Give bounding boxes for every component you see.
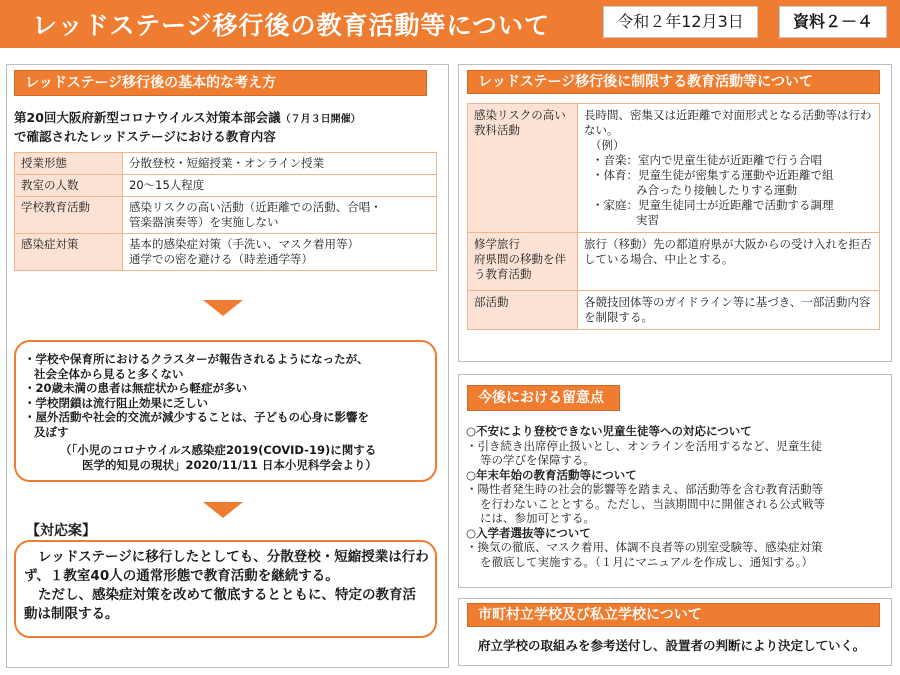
- table-value: 分散登校・短縮授業・オンライン授業: [123, 153, 437, 175]
- table-value: 旅行（移動）先の都道府県が大阪からの受け入れを拒否している場合、中止とする。: [578, 233, 880, 291]
- table-key: 学校教育活動: [15, 197, 123, 234]
- list-item: ・換気の徹底、マスク着用、体調不良者等の別室受験等、感染症対策: [466, 540, 823, 554]
- list-item: ・引き続き出席停止扱いとし、オンラインを活用するなど、児童生徒: [466, 438, 823, 453]
- table-key: 修学旅行 府県間の移動を伴う教育活動: [468, 233, 578, 291]
- basic-policy-heading: レッドステージ移行後の基本的な考え方: [14, 70, 427, 96]
- table-value: 感染リスクの高い活動（近距離での活動、合唱・ 管楽器演奏等）を実施しない: [123, 197, 437, 234]
- evidence-bullets: [24, 352, 429, 439]
- document-number-box: 資料２－４: [779, 6, 887, 38]
- list-item-cont: には、参加可とする。: [480, 511, 595, 525]
- table-key: 部活動: [468, 291, 578, 330]
- municipal-heading: 市町村立学校及び私立学校について: [467, 603, 880, 627]
- list-item: ・学校閉鎖は流行阻止効果に乏しい: [24, 395, 208, 410]
- response-label: 【対応案】: [26, 523, 96, 539]
- table-row: [15, 234, 437, 271]
- subtitle-line2: で確認されたレッドステージにおける教育内容: [14, 129, 276, 144]
- list-item-cont: 及ぼす: [34, 424, 69, 439]
- note-heading: ○年末年始の教育活動等について: [466, 467, 637, 482]
- list-item-cont: 等の学びを保障する。: [480, 453, 595, 467]
- table-key: 感染症対策: [15, 234, 123, 271]
- list-item-cont: を行わないこととする。ただし、当該期間中に開催される公式戦等: [480, 496, 825, 511]
- list-item: ・20歳未満の患者は無症状から軽症が多い: [24, 381, 248, 395]
- table-value: 各競技団体等のガイドライン等に基づき、一部活動内容を制限する。: [578, 291, 880, 330]
- note-heading: ○不安により登校できない児童生徒等への対応について: [466, 424, 752, 438]
- list-item-cont: を徹底して実施する。（１月にマニュアルを作成し、通知する。）: [480, 554, 814, 569]
- note-heading: ○入学者選抜等について: [466, 525, 591, 540]
- table-key: 教室の人数: [15, 175, 123, 197]
- list-item: ・屋外活動や社会的交流が減少することは、子どもの心身に影響を: [24, 410, 369, 424]
- page-title: レッドステージ移行後の教育活動等について: [32, 11, 551, 40]
- table-row: [15, 153, 437, 175]
- table-row: [15, 197, 437, 234]
- red-stage-education-table: [14, 152, 437, 271]
- subtitle-line1: 第20回大阪府新型コロナウイルス対策本部会議: [14, 110, 281, 125]
- municipal-text: 府立学校の取組みを参考送付し、設置者の判断により決定していく。: [478, 638, 866, 653]
- table-row: [468, 291, 880, 330]
- table-value: 20～15人程度: [123, 175, 437, 197]
- restrict-table: [467, 103, 880, 330]
- notes-heading: 今後における留意点: [467, 385, 620, 411]
- table-row: [468, 104, 880, 233]
- list-item: ・陽性者発生時の社会的影響等を踏まえ、部活動等を含む教育活動等: [466, 482, 824, 496]
- table-row: [15, 175, 437, 197]
- response-text: レッドステージに移行したとしても、分散登校・短縮授業は行わず、１教室40人の通常形態で教育活動を継続する。 ただし、感染症対策を改めて徹底するとともに、特定の教育活動は制限する。: [24, 549, 429, 622]
- date-box: 令和２年12月3日: [603, 6, 758, 38]
- meeting-subtitle: [14, 109, 439, 145]
- down-arrow-icon: [203, 300, 243, 316]
- down-arrow-icon: [203, 502, 243, 518]
- list-item-cont: 社会全体から見ると多くない: [34, 366, 184, 381]
- notes-list: [466, 424, 886, 569]
- table-row: [468, 233, 880, 291]
- list-item: ・学校や保育所におけるクラスターが報告されるようになったが、: [24, 352, 369, 366]
- table-value: 長時間、密集又は近距離で対面形式となる活動等は行わない。 （例） ・音楽：室内で児童生徒が近距離で行う合唱 ・体育：児童生徒が密集する運動や近距離で組 み合ったり接触したりする運動 ・家庭：児童生徒同士が近距離で活動する調理 実習: [578, 104, 880, 233]
- table-value: 基本的感染症対策（手洗い、マスク着用等） 通学での密を避ける（時差通学等）: [123, 234, 437, 271]
- restrict-heading: レッドステージ移行後に制限する教育活動等について: [467, 70, 880, 94]
- subtitle-note: （７月３日開催）: [280, 114, 361, 125]
- citation: （「小児のコロナウイルス感染症2019(COVID-19)に関する 医学的知見の現状」2020/11/11 日本小児科学会より）: [60, 443, 377, 472]
- table-key: 感染リスクの高い教科活動: [468, 104, 578, 233]
- table-key: 授業形態: [15, 153, 123, 175]
